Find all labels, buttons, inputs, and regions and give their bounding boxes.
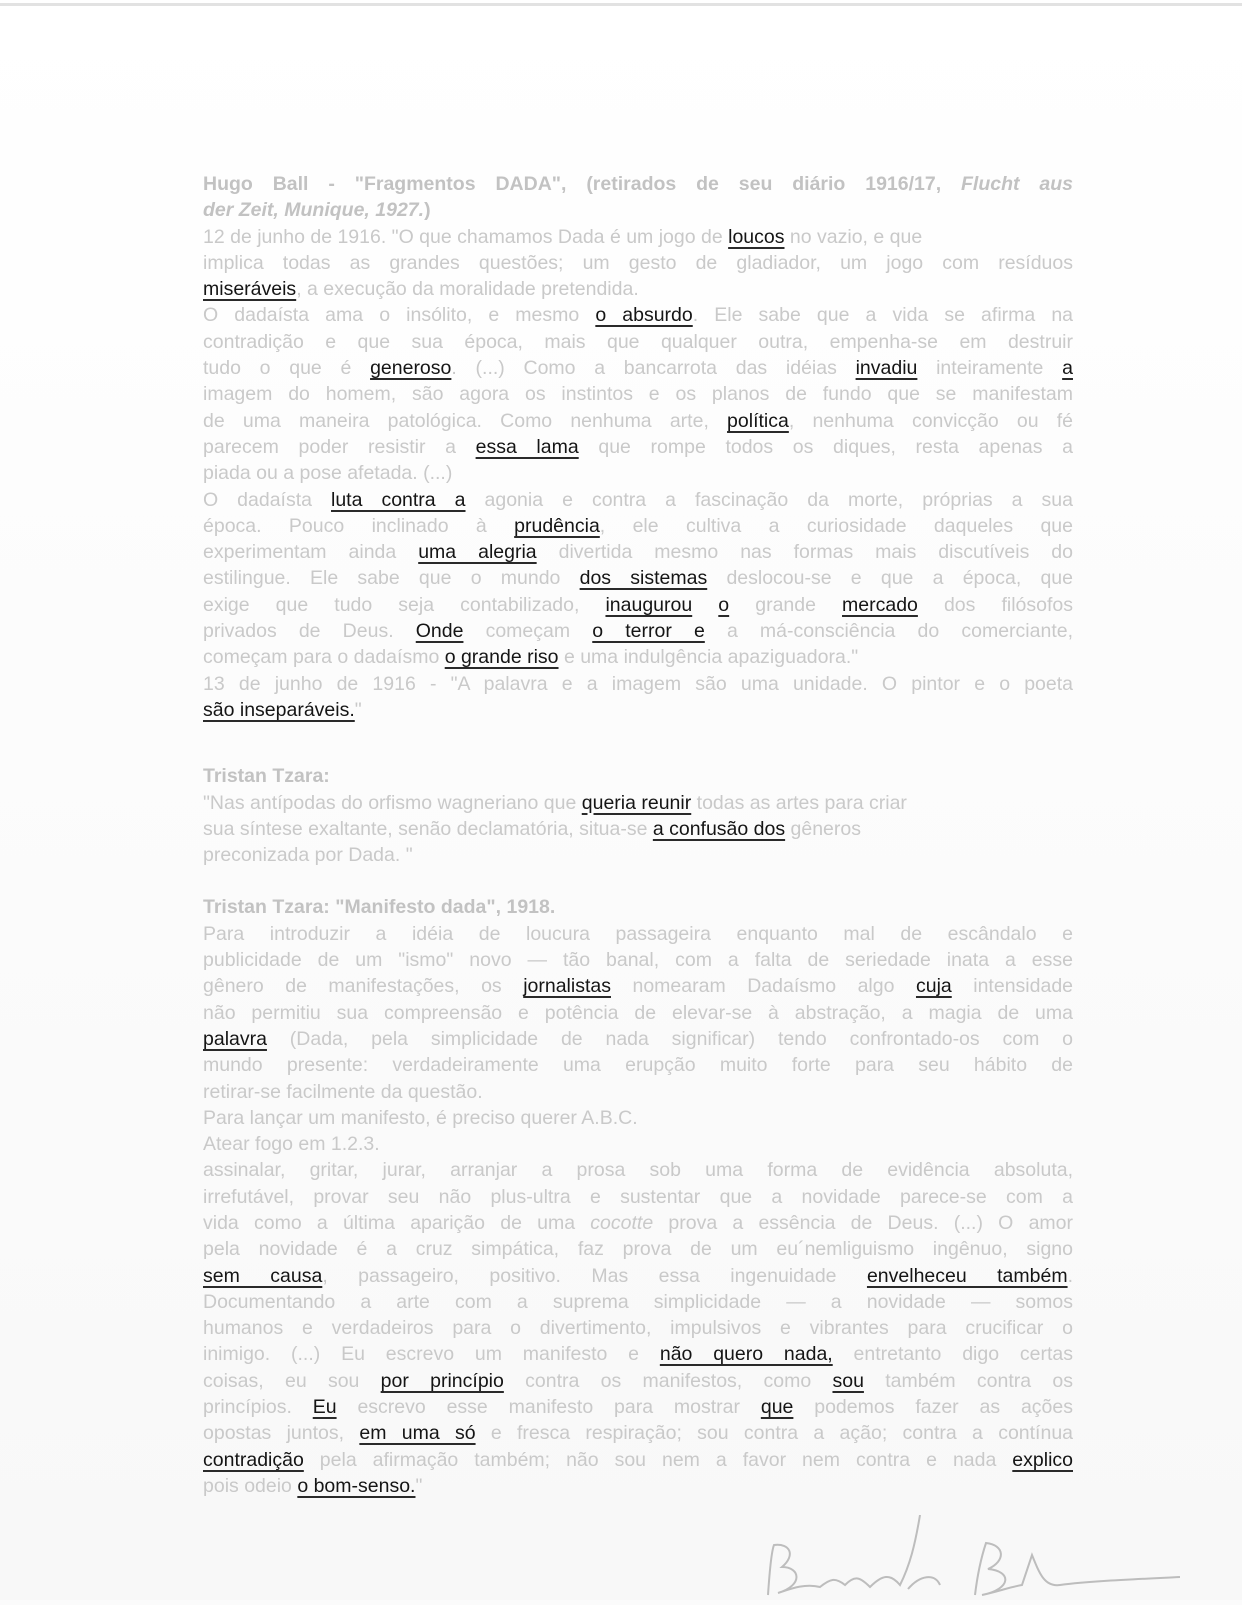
- text-run: implica todas as grandes questões; um gesto de gladiador, um jogo com resíduos: [203, 251, 1073, 274]
- text-run: no vazio, e que: [784, 225, 923, 248]
- text-line: [203, 565, 1073, 591]
- underlined-phrase: o absurdo: [595, 304, 693, 327]
- underlined-phrase: contradição: [203, 1448, 304, 1471]
- tzara-heading: Tristan Tzara:: [203, 765, 330, 788]
- text-run: tudo o que é: [203, 357, 371, 380]
- text-line: [203, 1052, 1073, 1078]
- underlined-phrase: invadiu: [855, 357, 918, 380]
- text-run: grande: [729, 593, 843, 616]
- text-run: Documentando a arte com a suprema simplicidade — a novidade — somos: [203, 1290, 1073, 1313]
- text-line: [203, 1420, 1073, 1446]
- text-run: irrefutável, provar seu não plus-ultra e sustentar que a novidade parece-se com a: [203, 1185, 1073, 1208]
- underlined-phrase: loucos: [728, 225, 785, 248]
- underlined-phrase: em uma só: [359, 1422, 476, 1445]
- tzara-quote-paragraph: [203, 790, 1073, 869]
- text-run: inimigo. (...) Eu escrevo um manifesto e: [203, 1343, 660, 1366]
- underlined-phrase: o bom-senso.: [297, 1474, 416, 1497]
- text-run: escrevo esse manifesto para mostrar: [336, 1396, 761, 1419]
- text-run: , a execução da moralidade pretendida.: [296, 278, 639, 301]
- text-run: gêneros: [785, 817, 861, 840]
- text-line: [203, 697, 1073, 723]
- ball-paragraph: [203, 224, 1073, 724]
- text-run: e fresca respiração; sou contra a ação; contra a contínua: [475, 1422, 1074, 1445]
- text-run: de uma maneira patológica. Como nenhuma arte,: [203, 409, 728, 432]
- scan-edge: [0, 3, 1242, 6]
- text-line: [203, 460, 1073, 486]
- underlined-phrase: dos sistemas: [579, 567, 708, 590]
- text-run: .: [1067, 1264, 1073, 1287]
- underlined-phrase: essa lama: [475, 435, 579, 458]
- text-run: , nenhuma convicção ou fé: [788, 409, 1073, 432]
- heading-text: ): [424, 199, 431, 222]
- text-run: nomearam Dadaísmo algo: [610, 975, 916, 998]
- text-run: O dadaísta ama o insólito, e mesmo: [203, 304, 596, 327]
- text-line: [203, 1368, 1073, 1394]
- underlined-phrase: palavra: [203, 1027, 267, 1050]
- text-run: , ele cultiva a curiosidade daqueles que: [599, 514, 1073, 537]
- section-gap: [203, 723, 1073, 763]
- text-run: entretanto digo certas: [832, 1343, 1073, 1366]
- underlined-phrase: mercado: [842, 593, 918, 616]
- text-run: imagem do homem, são agora os instintos e os planos de fundo que se manifestam: [203, 383, 1073, 406]
- text-line: [203, 1447, 1073, 1473]
- text-line: [203, 408, 1073, 434]
- text-run: podemos fazer as ações: [793, 1396, 1073, 1419]
- text-line: [203, 592, 1073, 618]
- underlined-phrase: que: [760, 1396, 794, 1419]
- text-line: [203, 1079, 1073, 1105]
- text-run: pela afirmação também; não sou nem a favor nem contra e nada: [303, 1448, 1013, 1471]
- underlined-phrase: sou: [832, 1369, 864, 1392]
- heading-italic: Flucht aus: [961, 173, 1073, 195]
- text-line: [203, 539, 1073, 565]
- text-run: estilingue. Ele sabe que o mundo: [203, 567, 580, 590]
- text-line: [203, 1289, 1073, 1315]
- text-run: agonia e contra a fascinação da morte, próprias a sua: [465, 488, 1073, 511]
- text-run: cocotte: [590, 1211, 654, 1234]
- underlined-phrase: o grande riso: [444, 646, 559, 669]
- text-line: [203, 302, 1073, 328]
- text-line: [203, 1315, 1073, 1341]
- underlined-phrase: são inseparáveis.: [203, 698, 355, 721]
- underlined-phrase: uma alegria: [418, 541, 537, 564]
- text-run: coisas, eu sou: [203, 1369, 381, 1392]
- text-line: [203, 671, 1073, 697]
- underlined-phrase: prudência: [514, 514, 600, 537]
- document-body: [203, 171, 1073, 1499]
- manifesto-paragraph: [203, 921, 1073, 1500]
- underlined-phrase: envelheceu também: [866, 1264, 1068, 1287]
- text-run: (Dada, pela simplicidade de nada significar) tendo confrontado-os com o: [266, 1027, 1073, 1050]
- underlined-phrase: queria reunir: [581, 791, 692, 814]
- text-line: [203, 973, 1073, 999]
- text-line: [203, 1157, 1073, 1183]
- text-line: [203, 381, 1073, 407]
- ball-section: [203, 171, 1073, 723]
- text-line: [203, 1263, 1073, 1289]
- underlined-phrase: a: [1062, 357, 1073, 380]
- text-run: inteiramente: [917, 357, 1063, 380]
- text-run: publicidade de um "ismo" novo — tão banal, com a falta de seriedade inata a esse: [203, 949, 1073, 972]
- text-run: Para lançar um manifesto, é preciso querer A.B.C.: [203, 1106, 638, 1129]
- text-line: [203, 1105, 1073, 1131]
- text-run: . Ele sabe que a vida se afirma na: [692, 304, 1074, 327]
- text-line: [203, 434, 1073, 460]
- heading-line: [203, 171, 1073, 197]
- text-run: exige que tudo seja contabilizado,: [203, 593, 606, 616]
- text-line: [203, 816, 1073, 842]
- text-run: vida como a última aparição de uma: [203, 1211, 591, 1234]
- underlined-phrase: o terror e: [592, 620, 705, 643]
- text-run: contra os manifestos, como: [503, 1369, 833, 1392]
- underlined-phrase: miseráveis: [203, 278, 297, 301]
- underlined-phrase: Eu: [312, 1396, 337, 1419]
- text-line: [203, 329, 1073, 355]
- text-run: e uma indulgência apaziguadora.": [558, 646, 859, 669]
- text-line: [203, 790, 1073, 816]
- text-run: Atear fogo em 1.2.3.: [203, 1133, 380, 1156]
- underlined-phrase: inaugurou: [605, 593, 693, 616]
- heading-line: [203, 197, 1073, 223]
- text-run: intensidade: [951, 975, 1074, 998]
- text-run: divertida mesmo nas formas mais discutíveis do: [536, 541, 1073, 564]
- text-run: [692, 594, 718, 616]
- underlined-phrase: por princípio: [380, 1369, 504, 1392]
- heading-italic: der Zeit, Munique, 1927.: [203, 199, 425, 222]
- text-run: Para introduzir a idéia de loucura passageira enquanto mal de escândalo e: [203, 922, 1073, 945]
- text-line: [203, 1236, 1073, 1262]
- text-line: [203, 1473, 1073, 1499]
- text-run: prova a essência de Deus. (...) O amor: [653, 1211, 1073, 1234]
- text-run: opostas juntos,: [203, 1422, 360, 1445]
- underlined-phrase: explico: [1012, 1448, 1073, 1471]
- text-run: pois odeio: [203, 1474, 298, 1497]
- text-run: deslocou-se e que a época, que: [707, 567, 1073, 590]
- text-line: [203, 842, 1073, 868]
- text-run: gênero de manifestações, os: [203, 975, 524, 998]
- text-run: assinalar, gritar, jurar, arranjar a prosa sob uma forma de evidência absoluta,: [203, 1159, 1073, 1182]
- text-line: [203, 921, 1073, 947]
- handwritten-signature: [760, 1515, 1180, 1605]
- underlined-phrase: Onde: [415, 620, 464, 643]
- heading-text: Hugo Ball - "Fragmentos DADA", (retirados de seu diário 1916/17,: [203, 173, 962, 195]
- text-run: experimentam ainda: [203, 541, 419, 564]
- text-line: [203, 513, 1073, 539]
- text-run: parecem poder resistir a: [203, 435, 476, 458]
- text-run: não permitiu sua compreensão e potência de elevar-se à abstração, a magia de uma: [203, 1001, 1073, 1024]
- text-run: pela novidade é a cruz simpática, faz prova de um eu´nemliguismo ingênuo, signo: [203, 1238, 1073, 1261]
- manifesto-heading: Tristan Tzara: "Manifesto dada", 1918.: [203, 896, 556, 919]
- ball-heading: [203, 171, 1073, 224]
- text-run: princípios.: [203, 1396, 313, 1419]
- text-line: [203, 644, 1073, 670]
- underlined-phrase: a confusão dos: [652, 817, 786, 840]
- text-run: privados de Deus.: [203, 620, 416, 643]
- tzara-manifesto-section: [203, 894, 1073, 1499]
- underlined-phrase: política: [727, 409, 789, 432]
- text-run: também contra os: [863, 1369, 1074, 1392]
- underlined-phrase: o: [718, 593, 730, 616]
- text-run: dos filósofos: [917, 593, 1074, 616]
- text-run: mundo presente: verdadeiramente uma erupção muito forte para seu hábito de: [203, 1054, 1073, 1077]
- text-line: [203, 487, 1073, 513]
- text-line: [203, 224, 1073, 250]
- text-run: época. Pouco inclinado à: [203, 514, 515, 537]
- underlined-phrase: jornalistas: [523, 975, 611, 998]
- section-gap: [203, 868, 1073, 894]
- text-run: , passageiro, positivo. Mas essa ingenuidade: [322, 1264, 867, 1287]
- text-run: 13 de junho de 1916 - "A palavra e a imagem são uma unidade. O pintor e o poeta: [203, 672, 1073, 695]
- text-run: O dadaísta: [203, 488, 331, 511]
- text-line: [203, 1131, 1073, 1157]
- tzara-quote-section: [203, 763, 1073, 868]
- text-run: começam para o dadaísmo: [203, 646, 445, 669]
- text-line: [203, 250, 1073, 276]
- text-line: [203, 1184, 1073, 1210]
- text-run: piada ou a pose afetada. (...): [203, 462, 453, 485]
- text-run: . (...) Como a bancarrota das idéias: [451, 357, 856, 380]
- underlined-phrase: sem causa: [203, 1264, 323, 1287]
- text-line: [203, 618, 1073, 644]
- underlined-phrase: luta contra a: [331, 488, 466, 511]
- underlined-phrase: não quero nada,: [659, 1343, 833, 1366]
- text-run: 12 de junho de 1916. "O que chamamos Dada é um jogo de: [203, 225, 729, 248]
- text-run: preconizada por Dada. ": [203, 844, 413, 867]
- underlined-phrase: cuja: [915, 975, 952, 998]
- text-line: [203, 1000, 1073, 1026]
- text-run: ": [354, 698, 362, 721]
- text-line: [203, 1341, 1073, 1367]
- text-run: ": [415, 1474, 423, 1497]
- underlined-phrase: generoso: [370, 357, 452, 380]
- text-run: começam: [463, 620, 593, 643]
- text-line: [203, 1210, 1073, 1236]
- text-line: [203, 276, 1073, 302]
- text-run: humanos e verdadeiros para o divertimento, impulsivos e vibrantes para crucificar o: [203, 1317, 1073, 1340]
- text-run: a má-consciência do comerciante,: [704, 620, 1073, 643]
- text-line: [203, 355, 1073, 381]
- text-run: retirar-se facilmente da questão.: [203, 1080, 483, 1103]
- text-line: [203, 947, 1073, 973]
- text-run: contradição e que sua época, mais que qualquer outra, empenha-se em destruir: [203, 330, 1073, 353]
- text-run: que rompe todos os diques, resta apenas a: [578, 435, 1074, 458]
- text-run: todas as artes para criar: [691, 791, 907, 814]
- text-line: [203, 1026, 1073, 1052]
- text-line: [203, 1394, 1073, 1420]
- text-run: sua síntese exaltante, senão declamatória, situa-se: [203, 817, 653, 840]
- text-run: "Nas antípodas do orfismo wagneriano que: [203, 791, 582, 814]
